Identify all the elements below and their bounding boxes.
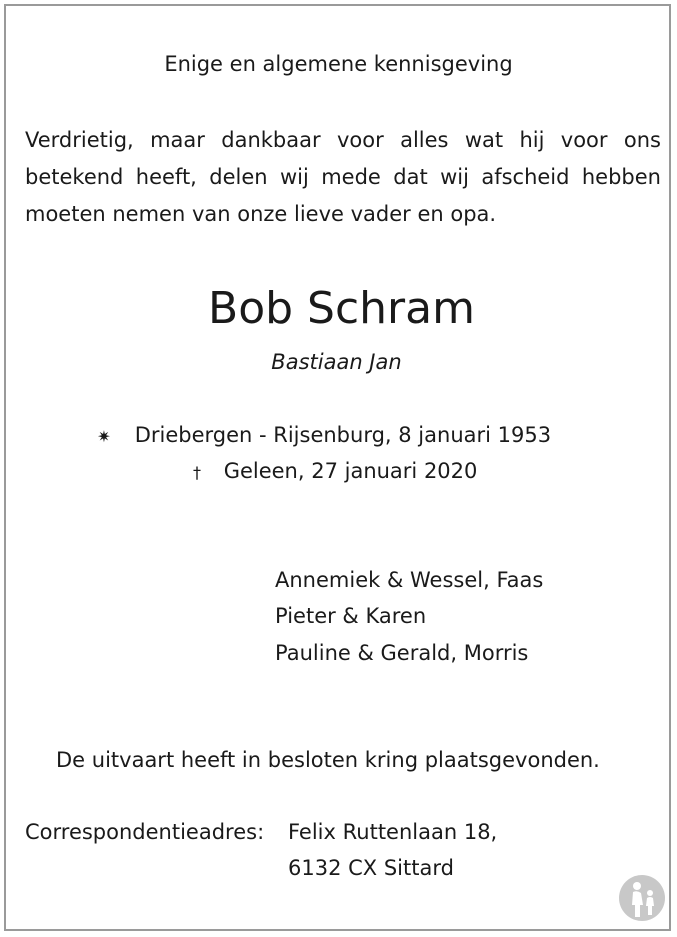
- birth-text: Driebergen - Rijsenburg, 8 januari 1953: [134, 423, 552, 447]
- correspondence-city: 6132 CX Sittard: [288, 856, 454, 880]
- intro-line: moeten nemen van onze lieve vader en opa.: [25, 202, 497, 226]
- correspondence-street: Felix Ruttenlaan 18,: [288, 820, 498, 844]
- correspondence-label: Correspondentieadres:: [25, 820, 265, 844]
- intro-line: Verdrietig, maar dankbaar voor alles wat hij voor ons: [25, 128, 661, 152]
- deceased-name: Bob Schram: [208, 283, 475, 334]
- memorial-figure-icon: [617, 873, 667, 923]
- death-cross-icon: †: [193, 463, 201, 482]
- death-text: Geleen, 27 januari 2020: [223, 459, 478, 483]
- family-line: Pauline & Gerald, Morris: [275, 641, 529, 665]
- birth-line: [92, 423, 551, 449]
- intro-paragraph: [25, 122, 661, 233]
- birth-star-icon: ✷: [97, 427, 111, 446]
- notice-heading: Enige en algemene kennisgeving: [164, 52, 513, 76]
- family-line: Pieter & Karen: [275, 604, 427, 628]
- intro-line: betekend heeft, delen wij mede dat wij afscheid hebben: [25, 165, 661, 189]
- given-names: Bastiaan Jan: [271, 350, 402, 374]
- death-line: [185, 459, 477, 485]
- family-line: Annemiek & Wessel, Faas: [275, 568, 544, 592]
- funeral-notice: De uitvaart heeft in besloten kring plaatsgevonden.: [56, 748, 600, 772]
